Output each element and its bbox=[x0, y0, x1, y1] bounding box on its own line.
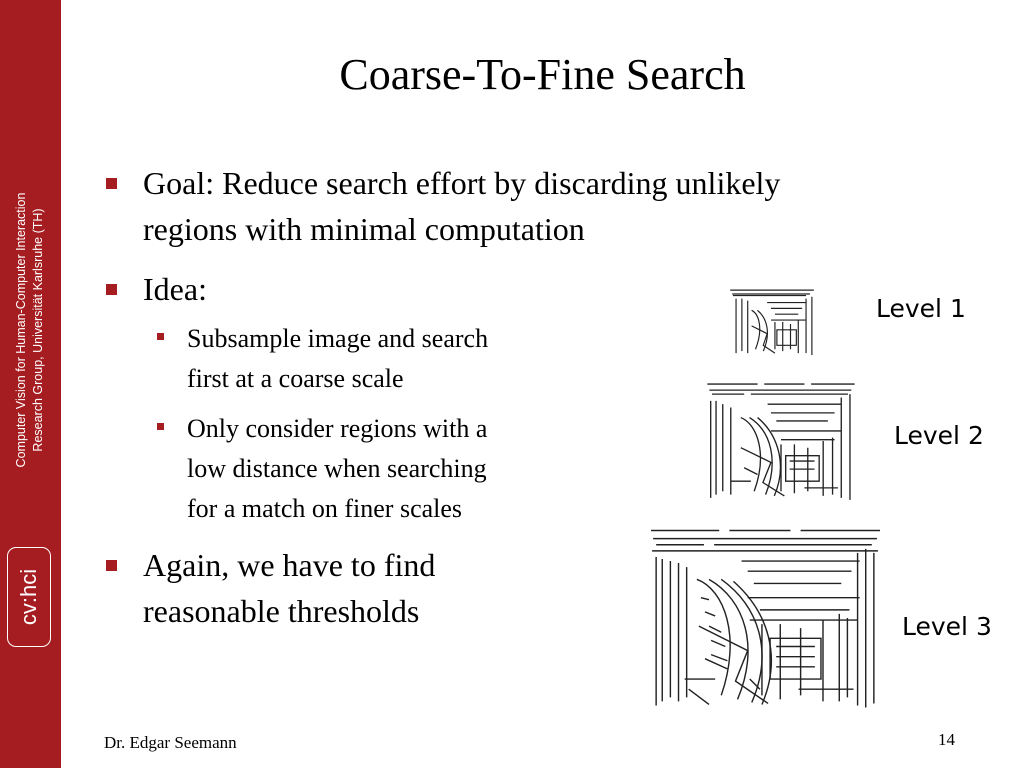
bullet-marker bbox=[106, 284, 117, 295]
sub-bullet-marker bbox=[157, 333, 164, 340]
sidebar-line-2: Research Group, Universität Karlsruhe (TH) bbox=[31, 208, 45, 452]
sub-bullet-marker bbox=[157, 423, 164, 430]
level-1-edge-image bbox=[728, 287, 818, 357]
page-number: 14 bbox=[938, 730, 955, 749]
level-1-label: Level 1 bbox=[876, 294, 966, 323]
footer-author: Dr. Edgar Seemann bbox=[104, 733, 237, 752]
sub-bullet-text: Only consider regions with a bbox=[187, 414, 488, 443]
sub-bullet-text: for a match on finer scales bbox=[187, 494, 463, 523]
sidebar-line-1: Computer Vision for Human-Computer Interaction bbox=[14, 192, 28, 468]
level-3-edge-image bbox=[648, 520, 882, 716]
level-2-edge-image bbox=[704, 375, 858, 507]
bullet-text: Idea: bbox=[143, 271, 207, 307]
bullet-text: regions with minimal computation bbox=[143, 211, 585, 247]
sub-bullet-text: low distance when searching bbox=[187, 454, 487, 483]
cvhci-logo bbox=[7, 547, 51, 647]
bullet-text: reasonable thresholds bbox=[143, 593, 420, 629]
sub-bullet-text: first at a coarse scale bbox=[187, 364, 404, 393]
slide-title: Coarse-To-Fine Search bbox=[339, 50, 746, 99]
bullet-marker bbox=[106, 560, 117, 571]
sidebar-caption bbox=[13, 193, 47, 468]
level-3-label: Level 3 bbox=[902, 612, 992, 641]
sidebar bbox=[0, 0, 61, 768]
sub-bullet-text: Subsample image and search bbox=[187, 324, 489, 353]
logo-text: cv:hci bbox=[16, 568, 41, 626]
bullet-marker bbox=[106, 178, 117, 189]
level-2-label: Level 2 bbox=[894, 421, 984, 450]
bullet-text: Again, we have to find bbox=[143, 547, 436, 583]
bullet-text: Goal: Reduce search effort by discarding unlikely bbox=[143, 165, 781, 201]
